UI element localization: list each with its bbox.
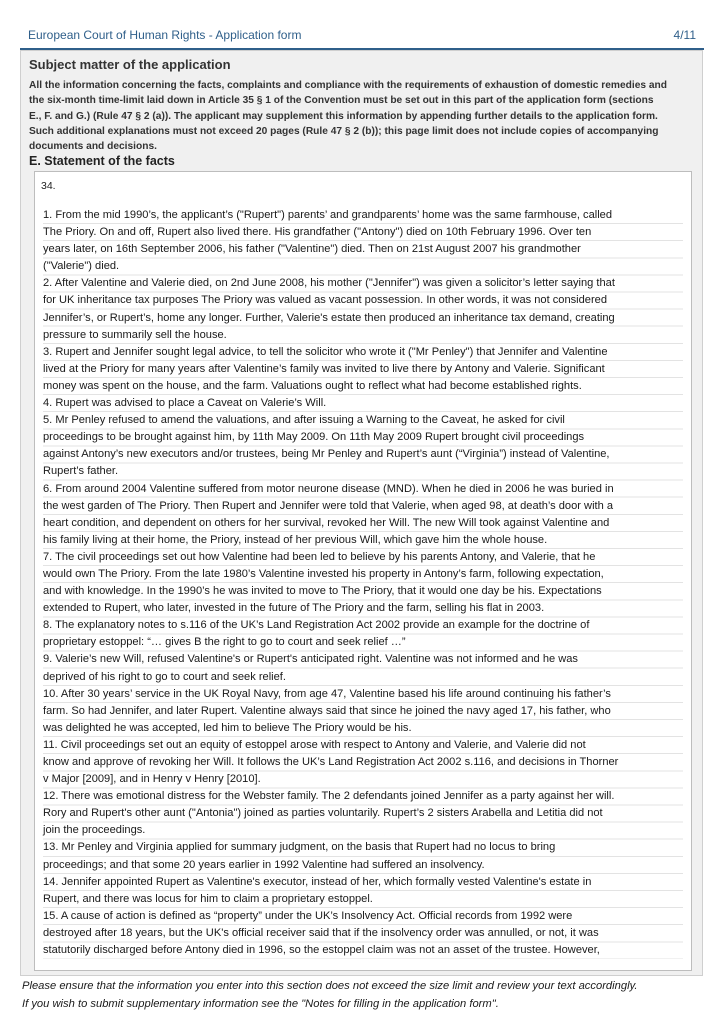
- fact-line: proceedings to be brought against him, by 11th May 2009. On 11th May 2009 Rupert brought civil proceedings: [43, 431, 585, 444]
- fact-line: years later, on 16th September 2006, his father ("Valentine") died. Then on 21st August 2007 his grandmother: [43, 243, 581, 256]
- instruction-line: All the information concerning the facts, complaints and compliance with the requirements of exhaustion of domestic remedies and: [29, 80, 667, 91]
- fact-line: against Antony’s new executors and/or trustees, being Mr Penley and Rupert’s aunt (“Virginia”) instead of Valentine,: [43, 448, 610, 461]
- fact-line: 7. The civil proceedings set out how Valentine had been led to believe by his parents Antony, and Valerie, that he: [43, 550, 596, 563]
- fact-line: 12. There was emotional distress for the Webster family. The 2 defendants joined Jennifer as a party against her will.: [43, 790, 615, 803]
- fact-line: lived at the Priory for many years after Valentine’s family was invited to live there by Antony and Valerie. Significant: [43, 362, 605, 375]
- fact-line: Rupert, and there was locus for him to claim a proprietary estoppel.: [43, 892, 373, 905]
- fact-line: Rupert’s father.: [43, 465, 119, 478]
- fact-line: 6. From around 2004 Valentine suffered from motor neurone disease (MND). When he died in 2006 he was buried in: [43, 482, 614, 495]
- fact-line: ("Valerie") died.: [43, 260, 120, 273]
- footer-line: If you wish to submit supplementary information see the "Notes for filling in the application form".: [22, 998, 499, 1010]
- footer-note: [22, 977, 712, 1013]
- fact-line: money was spent on the house, and the farm. Valuations ought to reflect what had become established rights.: [43, 379, 582, 392]
- fact-line: 14. Jennifer appointed Rupert as Valentine's executor, instead of her, which formally vested Valentine's estate in: [43, 875, 592, 888]
- instruction-line: documents and decisions.: [29, 141, 157, 153]
- statement-of-facts-field[interactable]: [34, 171, 692, 971]
- fact-line: proceedings; and that some 20 years earlier in 1992 Valentine had suffered an insolvency.: [43, 858, 485, 871]
- fact-line: Rory and Rupert's other aunt ("Antonia") joined as parties voluntarily. Rupert’s 2 sisters Arabella and Letitia did not: [43, 807, 603, 820]
- fact-line: pressure to summarily sell the house.: [43, 328, 227, 341]
- fact-line: Jennifer’s, or Rupert’s, home any longer. Further, Valerie's estate then produced an inheritance tax demand, creating: [43, 311, 615, 324]
- fact-line: the west garden of The Priory. Then Rupert and Jennifer were told that Valerie, when aged 98, at death’s door with a: [43, 499, 614, 512]
- fact-line: and with knowledge. In the 1990’s he was invited to move to The Priory, that it would one day be his. Expectations: [43, 585, 602, 598]
- fact-line: The Priory. On and off, Rupert also lived there. His grandfather ("Antony") died on 10th February 1996. Over ten: [43, 226, 592, 239]
- fact-line: destroyed after 18 years, but the UK's official receiver said that if the insolvency order was annulled, or not, it was: [43, 926, 599, 939]
- fact-line: 4. Rupert was advised to place a Caveat on Valerie’s Will.: [43, 397, 327, 410]
- subject-matter-title: Subject matter of the application: [29, 57, 231, 72]
- fact-line: was delighted he was accepted, led him to believe The Priory would be his.: [43, 721, 412, 734]
- fact-line: 2. After Valentine and Valerie died, on 2nd June 2008, his mother ("Jennifer") was given a solicitor’s letter saying that: [43, 277, 615, 290]
- fact-line: join the proceedings.: [43, 824, 146, 837]
- fact-line: 10. After 30 years’ service in the UK Royal Navy, from age 47, Valentine based his life around continuing his father’s: [43, 687, 611, 700]
- fact-line: 1. From the mid 1990’s, the applicant’s ("Rupert") parents’ and grandparents’ home was the same farmhouse, called: [43, 209, 613, 221]
- fact-line: 9. Valerie’s new Will, refused Valentine's or Rupert's anticipated right. Valentine was not informed and he was: [43, 653, 578, 666]
- fact-line: 15. A cause of action is defined as “property” under the UK’s Insolvency Act. Official records from 1992 were: [43, 909, 573, 922]
- fact-line: farm. So had Jennifer, and later Rupert. Valentine always said that since he joined the navy aged 17, his father, who: [43, 704, 611, 717]
- fact-line: heart condition, and dependent on others for her survival, revoked her Will. The new Will took against Valentine and: [43, 516, 610, 529]
- footer-line: Please ensure that the information you enter into this section does not exceed the size limit and review your text accordingly.: [22, 980, 638, 992]
- field-number: 34.: [41, 180, 56, 192]
- fact-line: know and approve of revoking her Will. It follows the UK’s Land Registration Act 2002 s.116, and decisions in Thorner: [43, 756, 619, 768]
- fact-line: for UK inheritance tax purposes The Priory was valued as vacant possession. In other words, it was not considered: [43, 294, 608, 307]
- statement-of-facts-text: [43, 207, 683, 959]
- fact-line: proprietary estoppel: “… gives B the right to go to court and seek relief …”: [43, 636, 406, 649]
- subject-matter-panel: [20, 50, 703, 976]
- page-number: 4/11: [673, 28, 696, 42]
- fact-line: v Major [2009], and in Henry v Henry [2010].: [43, 773, 261, 786]
- fact-line: extended to Rupert, who later, invested in the future of The Priory and the farm, selling his flat in 2003.: [43, 602, 545, 615]
- fact-line: statutorily discharged before Antony died in 1996, so the estoppel claim was not an asset of the trustee. However,: [43, 944, 600, 957]
- instruction-line: E., F. and G.) (Rule 47 § 2 (a)). The applicant may supplement this information by appending further details to the application form.: [29, 110, 658, 122]
- fact-line: 11. Civil proceedings set out an equity of estoppel arose with respect to Antony and Valerie, and Valerie did not: [43, 738, 586, 751]
- page-header: [28, 28, 696, 46]
- form-title: European Court of Human Rights - Application form: [28, 28, 302, 42]
- fact-line: would own The Priory. From the late 1980’s Valentine invested his property in Antony’s farm, following expectation,: [43, 567, 604, 580]
- fact-line: 5. Mr Penley refused to amend the valuations, and after issuing a Warning to the Caveat, he asked for civil: [43, 414, 565, 427]
- instruction-line: Such additional explanations must not exceed 20 pages (Rule 47 § 2 (b)); this page limit does not include copies of accompanying: [29, 125, 659, 137]
- fact-line: his family living at their home, the Priory, instead of her previous Will, which gave him the whole house.: [43, 533, 548, 546]
- fact-line: deprived of his right to go to court and seek relief.: [43, 670, 286, 683]
- subject-matter-instructions: [29, 78, 697, 154]
- section-e-title: E. Statement of the facts: [29, 154, 175, 168]
- fact-line: 8. The explanatory notes to s.116 of the UK’s Land Registration Act 2002 provide an example for the doctrine of: [43, 619, 590, 632]
- instruction-line: the six-month time-limit laid down in Article 35 § 1 of the Convention must be set out in this part of the application form (sections: [29, 95, 654, 107]
- fact-line: 13. Mr Penley and Virginia applied for summary judgment, on the basis that Rupert had no locus to bring: [43, 841, 556, 854]
- fact-line: 3. Rupert and Jennifer sought legal advice, to tell the solicitor who wrote it ("Mr Penley") that Jennifer and Valentine: [43, 345, 608, 358]
